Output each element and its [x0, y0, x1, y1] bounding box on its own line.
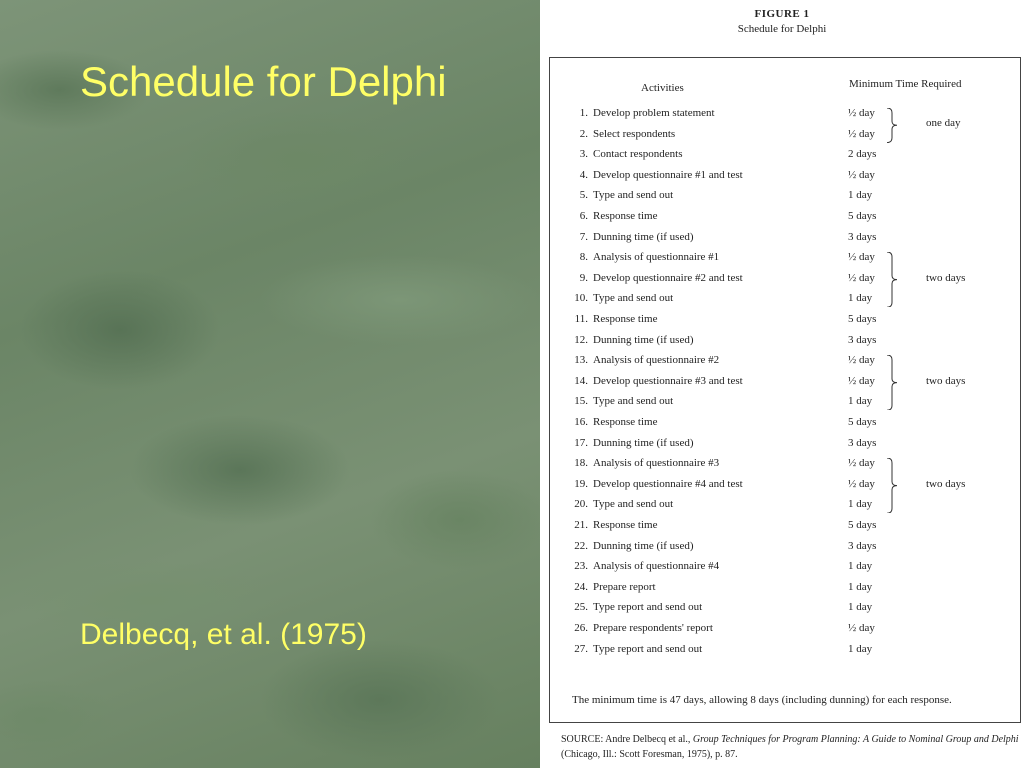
table-row: [550, 231, 1020, 251]
figure-caption: Schedule for Delphi: [737, 23, 827, 35]
row-activity: Response time: [593, 519, 658, 531]
row-number: 10.: [574, 292, 588, 305]
row-time: 5 days: [848, 519, 877, 531]
row-time: ½ day: [848, 457, 875, 470]
row-activity: Analysis of questionnaire #1: [593, 251, 720, 264]
row-number: 1.: [579, 107, 588, 119]
row-number: 22.: [574, 539, 588, 552]
table-row: [550, 437, 1020, 457]
row-number: 15.: [574, 395, 588, 408]
figure-label: FIGURE 1: [754, 8, 810, 20]
row-activity: Select respondents: [593, 127, 676, 140]
row-time: ½ day: [848, 271, 875, 284]
row-activity: Develop questionnaire #2 and test: [593, 271, 743, 284]
row-activity: Type report and send out: [593, 642, 703, 655]
row-time: ½ day: [848, 354, 875, 367]
row-activity: Develop questionnaire #1 and test: [593, 168, 743, 181]
table-row: [550, 622, 1020, 642]
header-activities: Activities: [641, 82, 684, 94]
table-row: [550, 313, 1020, 333]
source-book-title: Group Techniques for Program Planning: A Guide to Nominal Group and Delphi: [692, 734, 1019, 745]
summary-note: The minimum time is 47 days, allowing 8 days (including dunning) for each response.: [572, 694, 952, 706]
row-activity: Type and send out: [593, 189, 674, 202]
table-row: [550, 498, 1020, 518]
table-row: [550, 354, 1020, 374]
row-activity: Develop questionnaire #3 and test: [593, 374, 743, 387]
row-time: 3 days: [848, 539, 877, 552]
row-activity: Type and send out: [593, 498, 674, 511]
group-label: two days: [926, 477, 966, 490]
table-row: [550, 395, 1020, 415]
row-activity: Dunning time (if used): [593, 436, 694, 449]
row-time: 3 days: [848, 230, 877, 243]
row-time: 3 days: [848, 333, 877, 346]
header-min-time: Minimum Time Required: [849, 78, 962, 90]
table-row: [550, 251, 1020, 271]
row-activity: Type and send out: [593, 292, 674, 305]
row-activity: Dunning time (if used): [593, 230, 694, 243]
table-row: [550, 540, 1020, 560]
row-activity: Analysis of questionnaire #2: [593, 354, 720, 367]
row-number: 11.: [574, 313, 588, 325]
table-row: [550, 457, 1020, 477]
row-time: 1 day: [848, 580, 873, 593]
table-row: [550, 210, 1020, 230]
row-number: 25.: [574, 601, 588, 614]
slide-title: Schedule for Delphi: [80, 58, 447, 105]
row-activity: Develop questionnaire #4 and test: [593, 477, 743, 490]
group-brace: [886, 108, 898, 143]
table-row: [550, 581, 1020, 601]
row-time: ½ day: [848, 168, 875, 181]
row-number: 19.: [574, 477, 588, 490]
row-time: 3 days: [848, 436, 877, 449]
row-activity: Dunning time (if used): [593, 333, 694, 346]
row-activity: Prepare respondents' report: [593, 622, 713, 634]
row-activity: Response time: [593, 210, 658, 222]
row-number: 6.: [579, 210, 588, 222]
group-label: two days: [926, 271, 966, 284]
row-number: 26.: [574, 622, 588, 634]
row-time: 5 days: [848, 416, 877, 428]
row-number: 8.: [579, 251, 588, 264]
row-activity: Response time: [593, 313, 658, 325]
row-activity: Analysis of questionnaire #3: [593, 457, 720, 470]
table-row: [550, 643, 1020, 663]
group-brace: [886, 252, 898, 307]
group-brace: [886, 458, 898, 513]
row-time: 1 day: [848, 292, 873, 305]
row-time: 5 days: [848, 313, 877, 325]
row-time: ½ day: [848, 477, 875, 490]
row-number: 4.: [579, 168, 588, 181]
table-row: [550, 519, 1020, 539]
row-time: 1 day: [848, 601, 873, 614]
table-row: [550, 601, 1020, 621]
row-number: 7.: [579, 230, 588, 243]
figure-scan: [540, 0, 1024, 768]
row-activity: Develop problem statement: [593, 107, 715, 119]
row-number: 27.: [574, 642, 588, 655]
source-suffix: (Chicago, Ill.: Scott Foresman, 1975), p. 87.: [561, 749, 738, 760]
row-activity: Type and send out: [593, 395, 674, 408]
row-time: ½ day: [848, 107, 875, 119]
table-row: [550, 416, 1020, 436]
group-label: one day: [926, 117, 961, 130]
row-activity: Contact respondents: [593, 148, 683, 161]
slide-citation: Delbecq, et al. (1975): [80, 618, 367, 651]
row-time: 2 days: [848, 148, 877, 161]
row-time: 1 day: [848, 189, 873, 202]
table-row: [550, 169, 1020, 189]
row-number: 14.: [574, 374, 588, 387]
table-row: [550, 148, 1020, 168]
row-number: 16.: [574, 416, 588, 428]
group-brace: [886, 355, 898, 410]
table-row: [550, 334, 1020, 354]
row-time: 1 day: [848, 498, 873, 511]
row-number: 23.: [574, 560, 588, 573]
row-number: 20.: [574, 498, 588, 511]
row-number: 9.: [579, 271, 588, 284]
row-activity: Type report and send out: [593, 601, 703, 614]
table-row: [550, 560, 1020, 580]
row-activity: Analysis of questionnaire #4: [593, 560, 720, 573]
row-number: 21.: [574, 519, 588, 531]
group-label: two days: [926, 374, 966, 387]
row-number: 5.: [579, 189, 588, 202]
table-row: [550, 189, 1020, 209]
row-number: 18.: [574, 457, 588, 470]
row-time: ½ day: [848, 127, 875, 140]
source-note: [561, 732, 1021, 762]
row-time: ½ day: [848, 251, 875, 264]
row-number: 2.: [579, 127, 588, 140]
table-row: [550, 292, 1020, 312]
row-number: 17.: [574, 436, 588, 449]
source-prefix: SOURCE: Andre Delbecq et al.,: [561, 734, 693, 745]
row-activity: Prepare report: [593, 580, 656, 593]
row-number: 13.: [574, 354, 588, 367]
row-number: 12.: [574, 333, 588, 346]
schedule-table: [549, 57, 1021, 723]
row-time: 1 day: [848, 642, 873, 655]
row-activity: Dunning time (if used): [593, 539, 694, 552]
table-row: [550, 128, 1020, 148]
row-time: 1 day: [848, 395, 873, 408]
row-activity: Response time: [593, 416, 658, 428]
row-time: 1 day: [848, 560, 873, 573]
row-time: ½ day: [848, 374, 875, 387]
row-time: ½ day: [848, 622, 875, 634]
row-number: 24.: [574, 580, 588, 593]
row-number: 3.: [579, 148, 588, 161]
row-time: 5 days: [848, 210, 877, 222]
